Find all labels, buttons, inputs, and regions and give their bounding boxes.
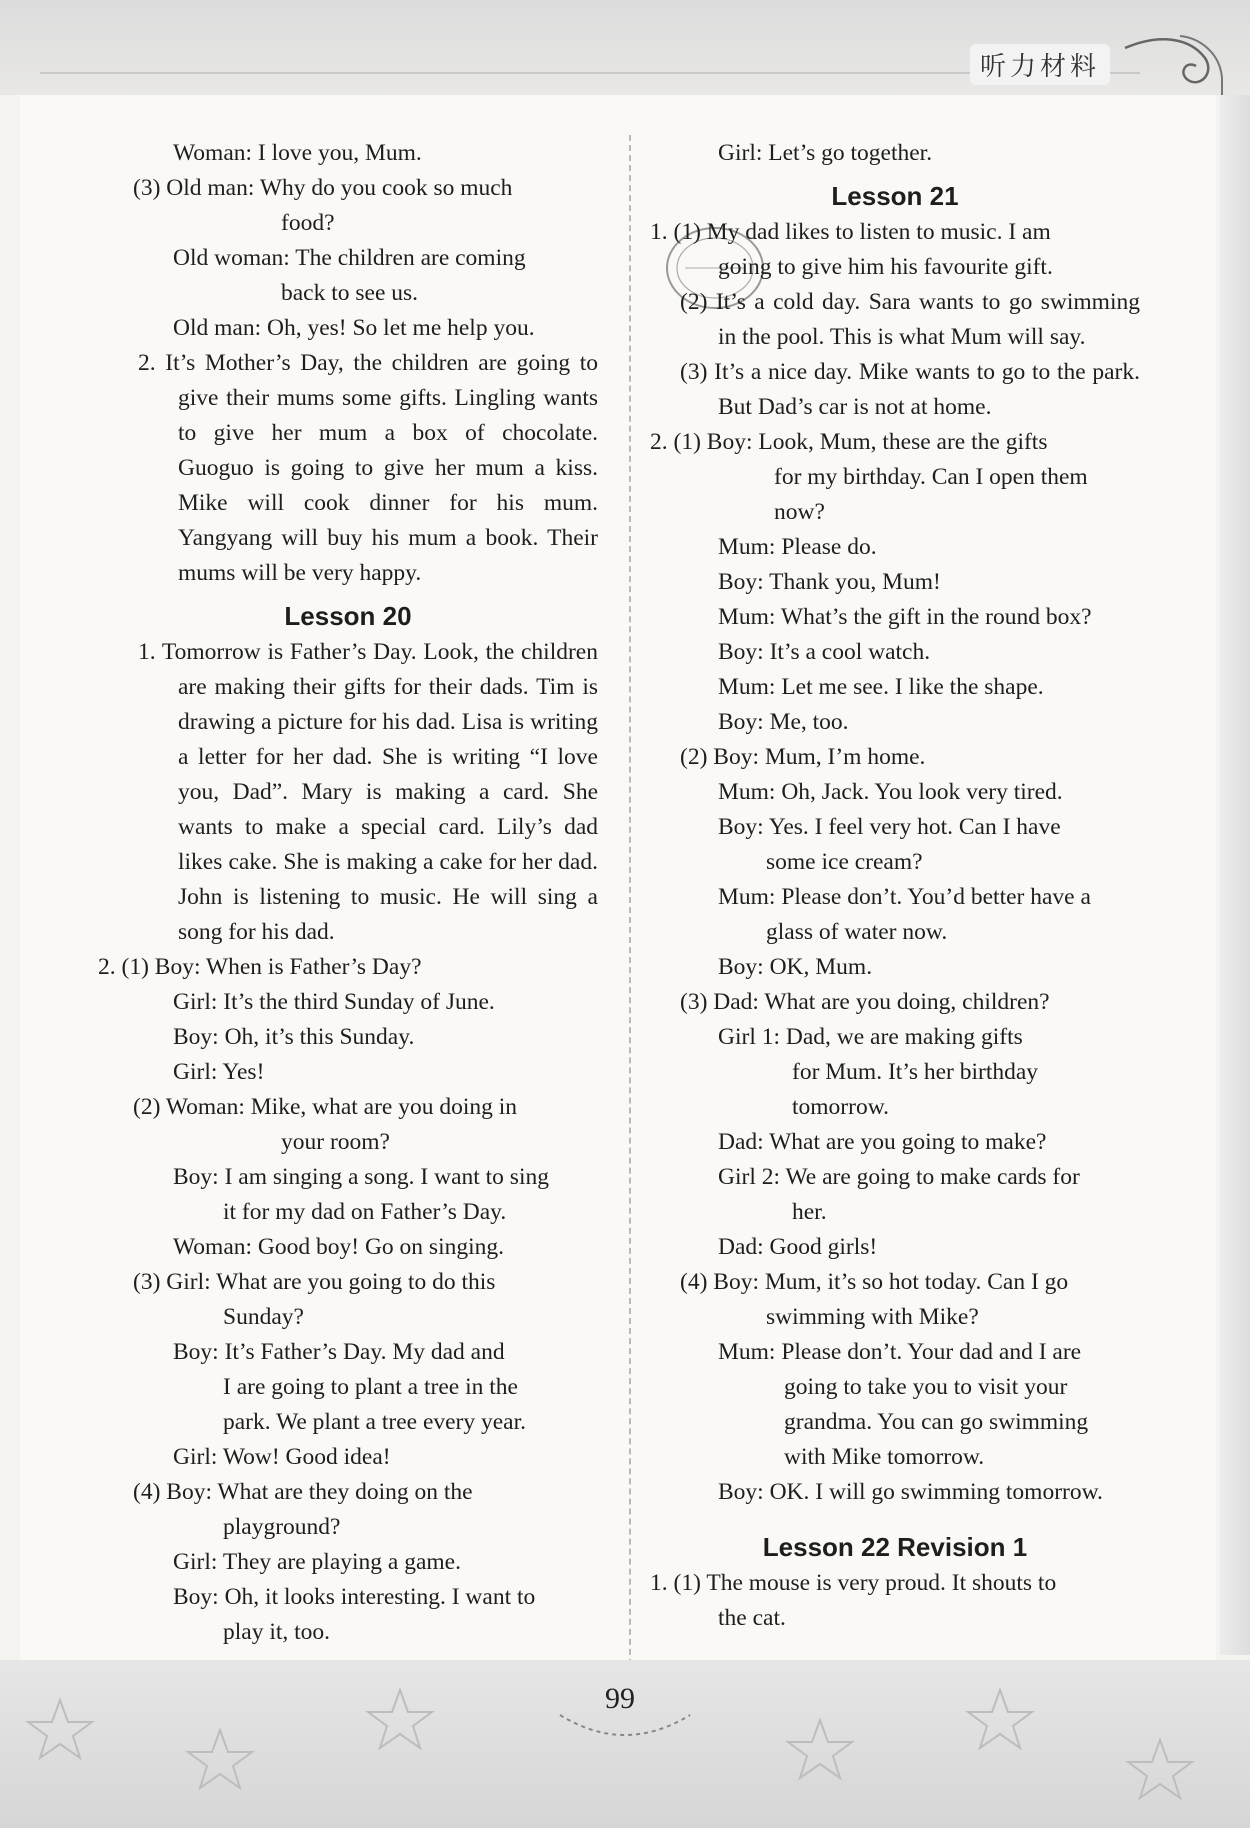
text-line: (2) It’s a cold day. Sara wants to go swimming in the pool. This is what Mum will say. bbox=[680, 289, 1140, 350]
text-line: tomorrow. bbox=[792, 1094, 890, 1120]
text-line: Dad: What are you going to make? bbox=[718, 1129, 1047, 1155]
text-line: Mum: Please don’t. Your dad and I are bbox=[718, 1339, 1082, 1365]
section-label: 听力材料 bbox=[970, 44, 1110, 85]
text-line: (4) Boy: What are they doing on the bbox=[133, 1479, 473, 1505]
text-line: Sunday? bbox=[223, 1304, 304, 1330]
text-line: (2) Woman: Mike, what are you doing in bbox=[133, 1094, 518, 1120]
text-line: Dad: Good girls! bbox=[718, 1234, 878, 1260]
text-line: 2. (1) Boy: Look, Mum, these are the gifts bbox=[650, 429, 1048, 455]
text-line: her. bbox=[792, 1199, 827, 1225]
text-line: Boy: It’s a cool watch. bbox=[718, 639, 931, 665]
text-line: with Mike tomorrow. bbox=[784, 1444, 985, 1470]
text-line: park. We plant a tree every year. bbox=[223, 1409, 527, 1435]
text-line: 1. Tomorrow is Father’s Day. Look, the children are making their gifts for their dads. Tim is drawing a picture for his dad. Lisa is writing a letter for her dad. She is writing “I love you, Dad”. Mary is making a card. She wants to make a special card. Lily’s dad likes cake. She is making a cake for her dad. John is listening to music. He will sing a song for his dad. bbox=[138, 639, 598, 945]
text-line: Old woman: The children are coming bbox=[173, 245, 526, 271]
text-line: 1. (1) The mouse is very proud. It shouts to bbox=[650, 1570, 1057, 1596]
text-line: Boy: Yes. I feel very hot. Can I have bbox=[718, 814, 1061, 840]
text-line: (3) Dad: What are you doing, children? bbox=[680, 989, 1050, 1015]
text-line: Girl 1: Dad, we are making gifts bbox=[718, 1024, 1023, 1050]
text-line: grandma. You can go swimming bbox=[784, 1409, 1089, 1435]
text-line: Mum: Oh, Jack. You look very tired. bbox=[718, 779, 1063, 805]
text-line: Mum: Please do. bbox=[718, 534, 877, 560]
text-line: Woman: Good boy! Go on singing. bbox=[173, 1234, 505, 1260]
text-line: Boy: Oh, it looks interesting. I want to bbox=[173, 1584, 536, 1610]
text-line: Mum: Let me see. I like the shape. bbox=[718, 674, 1044, 700]
text-line: Boy: Oh, it’s this Sunday. bbox=[173, 1024, 415, 1050]
text-line: 2. It’s Mother’s Day, the children are going to give their mums some gifts. Lingling wants to give her mum a box of chocolate. Guoguo is going to give her mum a kiss. Mike will cook dinner for his mum. Yangyang will buy his mum a book. Their mums will be very happy. bbox=[138, 350, 598, 586]
text-line: Boy: Thank you, Mum! bbox=[718, 569, 941, 595]
text-line: Boy: It’s Father’s Day. My dad and bbox=[173, 1339, 505, 1365]
text-line: playground? bbox=[223, 1514, 341, 1540]
text-line: 2. (1) Boy: When is Father’s Day? bbox=[98, 954, 422, 980]
text-line: Old man: Oh, yes! So let me help you. bbox=[173, 315, 535, 341]
text-line: Boy: OK. I will go swimming tomorrow. bbox=[718, 1479, 1103, 1505]
left-column bbox=[98, 136, 598, 1650]
text-line: glass of water now. bbox=[766, 919, 948, 945]
text-line: (2) Boy: Mum, I’m home. bbox=[680, 744, 926, 770]
spacer bbox=[650, 1510, 1140, 1522]
text-line: Girl: Wow! Good idea! bbox=[173, 1444, 391, 1470]
right-margin-band bbox=[1220, 95, 1250, 1655]
text-line: it for my dad on Father’s Day. bbox=[223, 1199, 507, 1225]
text-line: swimming with Mike? bbox=[766, 1304, 979, 1330]
column-divider bbox=[629, 135, 631, 1705]
text-line: Boy: OK, Mum. bbox=[718, 954, 873, 980]
text-line: for my birthday. Can I open them bbox=[774, 464, 1088, 490]
text-line: (3) Old man: Why do you cook so much bbox=[133, 175, 513, 201]
right-column bbox=[650, 136, 1140, 1636]
text-line: your room? bbox=[281, 1129, 390, 1155]
lesson-heading: Lesson 21 bbox=[831, 181, 959, 211]
text-line: some ice cream? bbox=[766, 849, 923, 875]
text-line: Girl: Let’s go together. bbox=[718, 140, 933, 166]
text-line: 1. (1) My dad likes to listen to music. I am bbox=[650, 219, 1051, 245]
text-line: (4) Boy: Mum, it’s so hot today. Can I go bbox=[680, 1269, 1069, 1295]
text-line: food? bbox=[281, 210, 335, 236]
text-line: Mum: Please don’t. You’d better have a bbox=[718, 884, 1091, 910]
text-line: Boy: I am singing a song. I want to sing bbox=[173, 1164, 549, 1190]
text-line: Woman: I love you, Mum. bbox=[173, 140, 422, 166]
page-number: 99 bbox=[605, 1682, 635, 1715]
text-line: going to give him his favourite gift. bbox=[718, 254, 1053, 280]
lesson-heading: Lesson 22 Revision 1 bbox=[762, 1532, 1028, 1562]
text-line: Girl: It’s the third Sunday of June. bbox=[173, 989, 495, 1015]
text-line: Girl: They are playing a game. bbox=[173, 1549, 461, 1575]
text-line: Girl 2: We are going to make cards for bbox=[718, 1164, 1080, 1190]
lesson-heading: Lesson 20 bbox=[284, 601, 412, 631]
text-line: Mum: What’s the gift in the round box? bbox=[718, 604, 1092, 630]
text-line: I are going to plant a tree in the bbox=[223, 1374, 518, 1400]
text-line: Girl: Yes! bbox=[173, 1059, 265, 1085]
text-line: now? bbox=[774, 499, 825, 525]
text-line: (3) It’s a nice day. Mike wants to go to the park. But Dad’s car is not at home. bbox=[680, 359, 1140, 420]
text-line: back to see us. bbox=[281, 280, 419, 306]
text-line: (3) Girl: What are you going to do this bbox=[133, 1269, 496, 1295]
text-line: going to take you to visit your bbox=[784, 1374, 1068, 1400]
text-line: for Mum. It’s her birthday bbox=[792, 1059, 1039, 1085]
text-line: the cat. bbox=[718, 1605, 786, 1631]
text-line: Boy: Me, too. bbox=[718, 709, 849, 735]
text-line: play it, too. bbox=[223, 1619, 331, 1645]
